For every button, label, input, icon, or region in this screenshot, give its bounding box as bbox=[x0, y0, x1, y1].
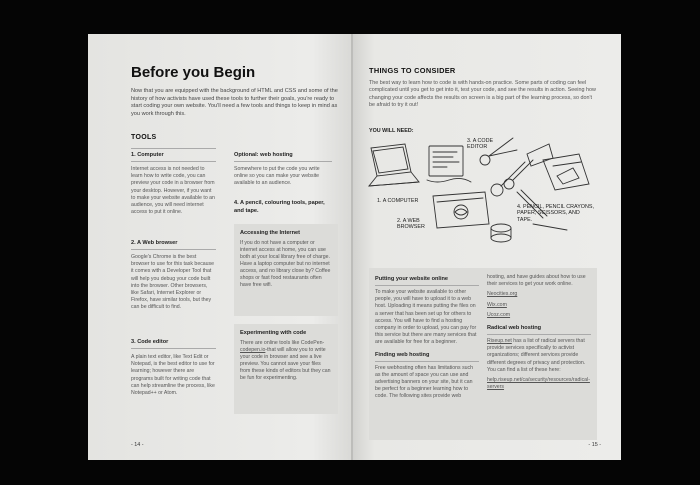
computer-heading: 1. Computer bbox=[131, 152, 164, 158]
box-text: If you do not have a computer or internet access at home, you can use both at your local library free of charge. Have a laptop computer but no internet access, and no library close by? Coffee shops or fast food restaurants often have free wifi. bbox=[240, 240, 331, 288]
page-number: - 14 - bbox=[131, 442, 144, 448]
label-pencil: 4. PENCIL, PENCIL CRAYONS, PAPER, SCISSORS, AND TAPE. bbox=[517, 204, 594, 223]
radical-servers-link[interactable]: help.riseup.net/ca/security/resources/radical-servers bbox=[487, 377, 590, 391]
link-wix[interactable]: Wix.com bbox=[487, 301, 507, 308]
box-text-post: -that will allow you to write your code in browser and see a live preview. You cannot save your files from these kinds of editors but they can be fun for experimenting. bbox=[240, 347, 331, 381]
link-neocities[interactable]: Neocities.org bbox=[487, 291, 518, 298]
hosting-text: Somewhere to put the code you write online so you can make your website available to an audience. bbox=[234, 166, 320, 187]
intro-paragraph: The best way to learn how to code is with hands-on practice. Some parts of coding can feel complicated until you get to get into it, test your code, and see the results in action. Seeing how changing your code affects the results on screen is a big part of the learning process, so don't be afraid to try it out! bbox=[369, 80, 596, 109]
hosting-column-right bbox=[487, 274, 591, 391]
divider bbox=[131, 148, 216, 149]
divider bbox=[375, 285, 479, 286]
things-heading: THINGS TO CONSIDER bbox=[369, 66, 456, 75]
finding-text: Free webhosting often has limitations such as the amount of space you can use and advertising banners on your site, but it can be perfect for a beginner learning how to code. The following sites provide web bbox=[375, 364, 474, 400]
pencil-heading: 4. A pencil, colouring tools, paper, and tape. bbox=[234, 200, 325, 214]
putting-heading: Putting your website online bbox=[375, 276, 449, 282]
box-title: Experimenting with code bbox=[240, 330, 307, 336]
radical-body: has a list of radical servers that provide services specifically to activist organizations; different services provide different degrees of privacy and protection. You can find a list of these here: bbox=[487, 338, 586, 373]
editor-heading: 3. Code editor bbox=[131, 339, 169, 345]
browser-heading: 2. A Web browser bbox=[131, 240, 178, 246]
hosting-info-box bbox=[369, 268, 597, 440]
divider bbox=[131, 348, 216, 349]
putting-text: To make your website available to other people, you will have to upload it to a web host. Uploading it means putting the files on a server that has been set up for others to access. You will have to find a hosting company in order to upload, you can pay for this service but there are many services that are available for free for a beginner. bbox=[375, 289, 477, 346]
tools-heading: TOOLS bbox=[131, 134, 157, 141]
col2-text: hosting, and have guides about how to use their services to get your work online. bbox=[487, 274, 586, 288]
label-computer: 1. A COMPUTER bbox=[377, 198, 419, 204]
label-editor: 3. A CODE EDITOR bbox=[467, 138, 494, 151]
radical-text bbox=[487, 338, 591, 374]
supplies-illustration bbox=[367, 132, 595, 258]
you-will-need-label: YOU WILL NEED: bbox=[369, 128, 414, 134]
riseup-link[interactable]: Riseup.net bbox=[487, 338, 512, 345]
browser-text: Google's Chrome is the best browser to use for this task because it comes with a Developer Tool that will help you debug your code built into the browser. Other browsers, like Safari, Internet Explorer or Firefox, have similar tools, but they can be difficult to find. bbox=[131, 254, 215, 311]
page-number: - 15 - bbox=[588, 442, 601, 448]
divider bbox=[375, 361, 479, 362]
page-title: Before you Begin bbox=[131, 64, 256, 81]
computer-text: Internet access is not needed to learn how to write code, you can preview your code in a browser from your desktop. However, if you want to make your website available to an audience, you will need internet access to put it online. bbox=[131, 166, 215, 216]
right-page bbox=[353, 34, 621, 460]
box-text bbox=[234, 336, 338, 382]
divider bbox=[131, 161, 216, 162]
codepen-link[interactable]: codepen.io bbox=[240, 347, 266, 353]
divider bbox=[234, 161, 332, 162]
hosting-column-left bbox=[375, 276, 479, 401]
label-browser: 2. A WEB BROWSER bbox=[397, 218, 425, 231]
divider bbox=[487, 334, 591, 335]
intro-paragraph: Now that you are equipped with the background of HTML and CSS and some of the history of how activists have used these tools to further their goals, you're ready to start coding your own website. You'll need a few tools and things to keep in mind as you work through this. bbox=[131, 88, 338, 117]
divider bbox=[131, 249, 216, 250]
accessing-internet-box bbox=[234, 224, 338, 316]
supplies-drawing bbox=[367, 132, 595, 258]
editor-text: A plain text editor, like Text Edit or Notepad, is the best editor to use for learning; however there are programs built for writing code that can help streamline the process, like Notepad++ or Atom. bbox=[131, 354, 215, 397]
finding-heading: Finding web hosting bbox=[375, 351, 430, 358]
experimenting-code-box bbox=[234, 324, 338, 414]
hosting-heading: Optional: web hosting bbox=[234, 152, 293, 158]
link-ucoz[interactable]: Ucoz.com bbox=[487, 311, 511, 318]
box-text-pre: There are online tools like CodePen- bbox=[240, 340, 325, 346]
left-page bbox=[88, 34, 352, 460]
box-title: Accessing the Internet bbox=[240, 230, 300, 236]
radical-heading: Radical web hosting bbox=[487, 325, 542, 332]
